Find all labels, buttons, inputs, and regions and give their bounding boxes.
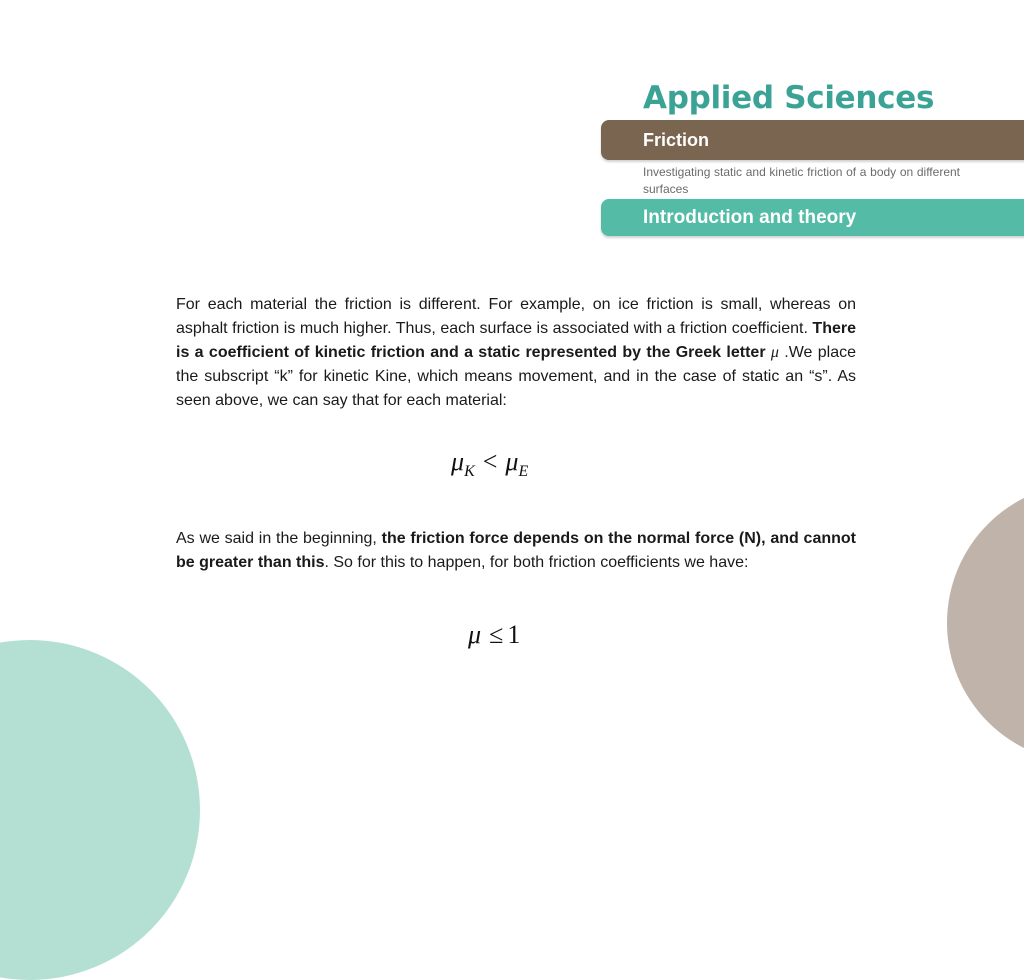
- equation-mu-le-one: [468, 620, 520, 650]
- eq-subscript: E: [518, 463, 529, 480]
- paragraph-friction-coefficient: [176, 293, 856, 413]
- decorative-circle-right: [947, 483, 1024, 763]
- paragraph-bold-text: the friction force depends on the normal force (N), and cannot be greater than this: [176, 530, 856, 571]
- mu-symbol: μ: [770, 344, 779, 361]
- paragraph-text: .We place the subscript “k” for kinetic Kine, which means movement, and in the case of static an “s”. As seen above, we can say that for each material:: [176, 344, 857, 409]
- eq-mu: μ: [505, 447, 519, 476]
- paragraph-bold-text: There is a coefficient of kinetic friction and a static represented by the Greek letter: [176, 320, 856, 361]
- eq-value: 1: [507, 620, 521, 649]
- section-title: Introduction and theory: [643, 207, 857, 228]
- decorative-circle-left: [0, 640, 200, 980]
- eq-operator: ≤: [489, 620, 504, 649]
- equation-kinetic-less-than-static: [451, 447, 528, 481]
- eq-operator: <: [482, 447, 498, 476]
- brand-title: Applied Sciences: [643, 80, 935, 116]
- topic-subtitle: Investigating static and kinetic friction of a body on different surfaces: [643, 165, 960, 196]
- topic-title: Friction: [643, 130, 709, 150]
- eq-mu: μ: [451, 447, 465, 476]
- paragraph-text: . So for this to happen, for both friction coefficients we have:: [324, 554, 749, 571]
- eq-mu: μ: [468, 620, 482, 649]
- paragraph-text: For each material the friction is different. For example, on ice friction is small, whereas on asphalt friction is much higher. Thus, each surface is associated with a friction coefficient.: [176, 296, 856, 337]
- paragraph-text: As we said in the beginning,: [176, 530, 382, 547]
- eq-subscript: K: [464, 463, 475, 480]
- paragraph-normal-force: [176, 527, 856, 575]
